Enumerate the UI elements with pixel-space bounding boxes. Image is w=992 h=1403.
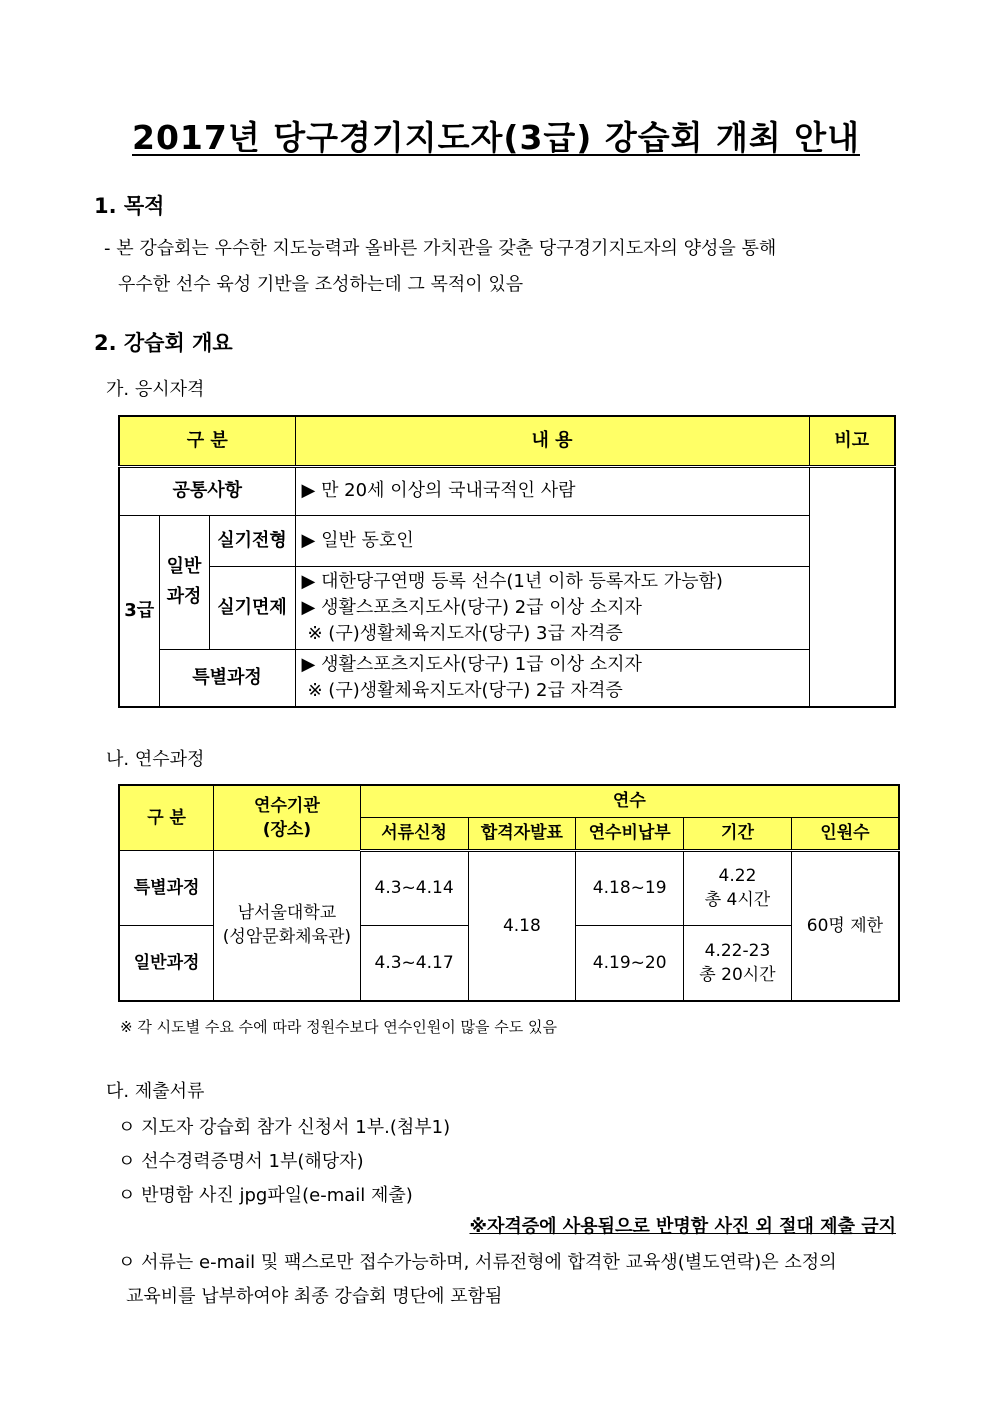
page-title: 2017년 당구경기지도자(3급) 강습회 개최 안내 bbox=[132, 118, 860, 157]
training-table bbox=[118, 784, 900, 1002]
photo-warning: ※자격증에 사용됨으로 반명함 사진 외 절대 제출 금지 bbox=[469, 1216, 896, 1237]
table-row bbox=[119, 850, 899, 925]
header-institution bbox=[214, 785, 360, 850]
purpose-line-2: 우수한 선수 육성 기반을 조성하는데 그 목적이 있음 bbox=[118, 274, 524, 295]
period-special bbox=[684, 850, 792, 925]
period-general-date: 4.22-23 bbox=[704, 940, 771, 961]
remark-cell bbox=[809, 466, 895, 707]
table-header-row bbox=[119, 416, 895, 466]
section1-heading: 1. 목적 bbox=[94, 194, 165, 218]
header-remark: 비고 bbox=[809, 416, 895, 466]
period-general bbox=[684, 925, 792, 1001]
purpose-line-1: - 본 강습회는 우수한 지도능력과 올바른 가치관을 갖춘 당구경기지도자의 양성을 통해 bbox=[104, 238, 777, 259]
final-line-1: ㅇ 서류는 e-mail 및 팩스로만 접수가능하며, 서류전형에 합격한 교육생(별도연락)은 소정의 bbox=[118, 1252, 837, 1273]
header-place-text: (장소) bbox=[262, 819, 312, 840]
special-course-label: 특별과정 bbox=[159, 649, 295, 707]
header-content: 내 용 bbox=[295, 416, 809, 466]
announce-date: 4.18 bbox=[468, 850, 576, 1001]
header-division: 구 분 bbox=[119, 785, 214, 850]
doc-item-1: ㅇ 지도자 강습회 참가 신청서 1부.(첨부1) bbox=[118, 1117, 451, 1138]
row-label-special: 특별과정 bbox=[119, 850, 214, 925]
row-label-general: 일반과정 bbox=[119, 925, 214, 1001]
header-fee: 연수비납부 bbox=[576, 817, 684, 850]
doc-apply-special: 4.3~4.14 bbox=[360, 850, 468, 925]
venue-line-2: (성암문화체육관) bbox=[222, 927, 352, 948]
practical-exempt-label: 실기면제 bbox=[209, 566, 295, 649]
table-row bbox=[119, 649, 895, 707]
period-special-hours: 총 4시간 bbox=[704, 890, 771, 910]
subsection-eligibility: 가. 응시자격 bbox=[106, 379, 205, 400]
header-training: 연수 bbox=[360, 785, 899, 817]
exempt-line-1: ▶ 대한당구연맹 등록 선수(1년 이하 등록자도 가능함) bbox=[301, 570, 723, 592]
header-doc-apply: 서류신청 bbox=[360, 817, 468, 850]
common-content: ▶ 만 20세 이상의 국내국적인 사람 bbox=[295, 466, 809, 515]
general-course-text: 일반과정 bbox=[166, 556, 202, 607]
fee-general: 4.19~20 bbox=[576, 925, 684, 1001]
table-row bbox=[119, 466, 895, 515]
eligibility-table bbox=[118, 415, 896, 708]
exempt-line-3: ※ (구)생활체육지도자(당구) 3급 자격증 bbox=[307, 622, 623, 644]
doc-item-3: ㅇ 반명함 사진 jpg파일(e-mail 제출) bbox=[118, 1185, 413, 1206]
table-row bbox=[119, 566, 895, 649]
special-line-2: ※ (구)생활체육지도자(당구) 2급 자격증 bbox=[307, 679, 623, 701]
general-course-label bbox=[159, 515, 209, 649]
period-general-hours: 총 20시간 bbox=[699, 964, 776, 985]
header-period: 기간 bbox=[684, 817, 792, 850]
special-line-1: ▶ 생활스포츠지도사(당구) 1급 이상 소지자 bbox=[301, 653, 642, 675]
doc-item-2: ㅇ 선수경력증명서 1부(해당자) bbox=[118, 1151, 364, 1172]
subsection-documents: 다. 제출서류 bbox=[106, 1081, 205, 1102]
grade-label: 3급 bbox=[119, 515, 159, 707]
header-institution-text: 연수기관 bbox=[254, 795, 320, 816]
practical-exempt-content bbox=[295, 566, 809, 649]
section2-heading: 2. 강습회 개요 bbox=[94, 331, 233, 355]
header-capacity: 인원수 bbox=[791, 817, 899, 850]
practical-exam-label: 실기전형 bbox=[209, 515, 295, 566]
capacity-cell: 60명 제한 bbox=[791, 850, 899, 1001]
practical-exam-content: ▶ 일반 동호인 bbox=[295, 515, 809, 566]
subsection-training: 나. 연수과정 bbox=[106, 749, 205, 770]
special-course-content bbox=[295, 649, 809, 707]
table-header-row bbox=[119, 785, 899, 817]
fee-special: 4.18~19 bbox=[576, 850, 684, 925]
exempt-line-2: ▶ 생활스포츠지도사(당구) 2급 이상 소지자 bbox=[301, 596, 642, 618]
venue-line-1: 남서울대학교 bbox=[237, 903, 337, 924]
period-special-date: 4.22 bbox=[718, 866, 757, 886]
doc-apply-general: 4.3~4.17 bbox=[360, 925, 468, 1001]
table-row bbox=[119, 515, 895, 566]
venue-cell bbox=[214, 850, 360, 1001]
final-line-2: 교육비를 납부하여야 최종 강습회 명단에 포함됨 bbox=[126, 1286, 503, 1307]
page-title-wrap bbox=[0, 112, 992, 159]
header-announce: 합격자발표 bbox=[468, 817, 576, 850]
common-label: 공통사항 bbox=[119, 466, 295, 515]
header-division: 구 분 bbox=[119, 416, 295, 466]
training-note: ※ 각 시도별 수요 수에 따라 정원수보다 연수인원이 많을 수도 있음 bbox=[120, 1018, 557, 1036]
